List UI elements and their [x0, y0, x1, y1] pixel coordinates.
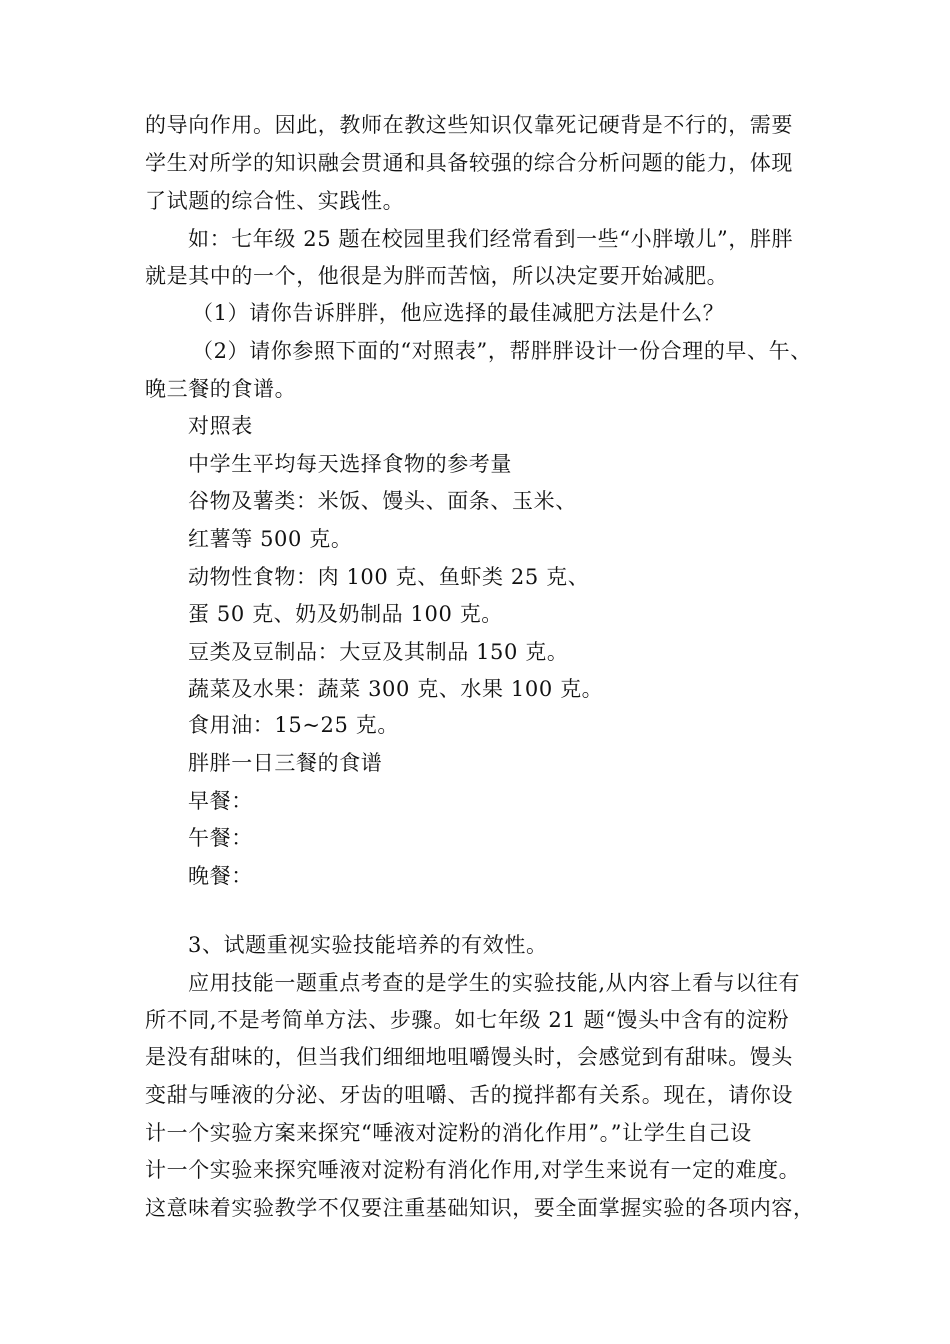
- table-item: 蛋 50 克、奶及奶制品 100 克。: [188, 602, 503, 626]
- table-item: 谷物及薯类：米饭、馒头、面条、玉米、: [188, 489, 577, 513]
- example-line: 如：七年级 25 题在校园里我们经常看到一些“小胖墩儿”，胖胖: [188, 227, 794, 251]
- meal-plan-title: 胖胖一日三餐的食谱: [188, 751, 383, 775]
- breakfast-label: 早餐：: [188, 789, 253, 813]
- table-title: 对照表: [188, 414, 253, 438]
- table-item: 豆类及豆制品：大豆及其制品 150 克。: [188, 640, 569, 664]
- table-item: 动物性食物：肉 100 克、鱼虾类 25 克、: [188, 565, 590, 589]
- paragraph-line: 学生对所学的知识融会贯通和具备较强的综合分析问题的能力，体现: [145, 151, 793, 175]
- section-heading: 3、试题重视实验技能培养的有效性。: [188, 933, 548, 957]
- dinner-label: 晚餐：: [188, 864, 253, 888]
- paragraph-line: 了试题的综合性、实践性。: [145, 189, 405, 213]
- section-line: 应用技能一题重点考查的是学生的实验技能,从内容上看与以往有: [188, 971, 801, 995]
- section-line: 变甜与唾液的分泌、牙齿的咀嚼、舌的搅拌都有关系。现在，请你设: [145, 1083, 793, 1107]
- section-line: 是没有甜味的，但当我们细细地咀嚼馒头时，会感觉到有甜味。馒头: [145, 1045, 793, 1069]
- question-1: （1）请你告诉胖胖，他应选择的最佳减肥方法是什么？: [192, 301, 725, 325]
- example-line: 就是其中的一个，他很是为胖而苦恼，所以决定要开始减肥。: [145, 264, 729, 288]
- table-subtitle: 中学生平均每天选择食物的参考量: [188, 452, 512, 476]
- section-line: 所不同,不是考简单方法、步骤。如七年级 21 题“馒头中含有的淀粉: [145, 1008, 790, 1032]
- question-2-line: （2）请你参照下面的“对照表”，帮胖胖设计一份合理的早、午、: [192, 339, 812, 363]
- section-line: 计一个实验来探究唾液对淀粉有消化作用,对学生来说有一定的难度。: [145, 1158, 801, 1182]
- section-line: 计一个实验方案来探究“唾液对淀粉的消化作用”。”让学生自己设: [145, 1121, 752, 1145]
- section-line: 这意味着实验教学不仅要注重基础知识，要全面掌握实验的各项内容，: [145, 1196, 815, 1220]
- table-item: 红薯等 500 克。: [188, 527, 353, 551]
- lunch-label: 午餐：: [188, 826, 253, 850]
- table-item: 食用油：15~25 克。: [188, 713, 399, 737]
- question-2-line: 晚三餐的食谱。: [145, 377, 297, 401]
- paragraph-line: 的导向作用。因此，教师在教这些知识仅靠死记硬背是不行的，需要: [145, 113, 793, 137]
- table-item: 蔬菜及水果：蔬菜 300 克、水果 100 克。: [188, 677, 604, 701]
